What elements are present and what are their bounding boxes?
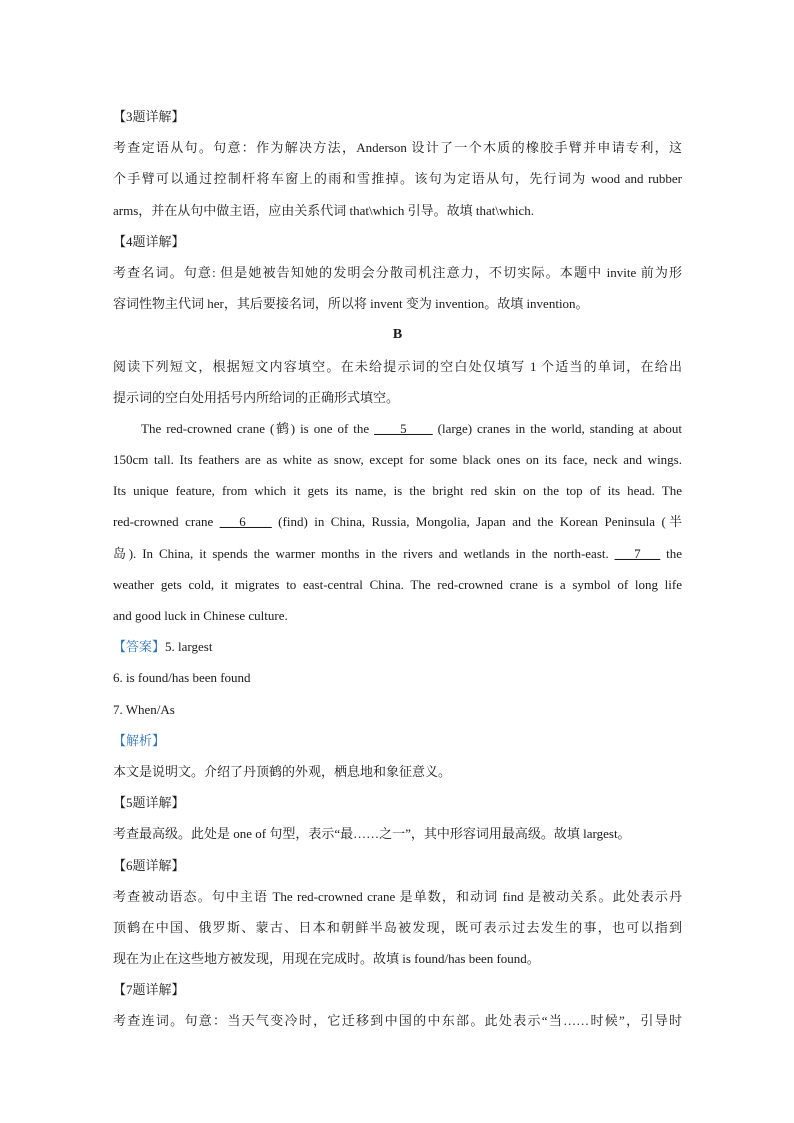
q3-explanation-line: 个手臂可以通过控制杆将车窗上的雨和雪推掉。该句为定语从句，先行词为 wood and rubber <box>113 171 682 187</box>
document-content <box>113 101 682 1037</box>
passage-text: (find) in China, Russia, Mongolia, Japan and the Korean Peninsula (半 <box>271 514 682 530</box>
q6-explanation-line: 考查被动语态。句中主语 The red-crowned crane 是单数，和动词 find 是被动关系。此处表示丹 <box>113 888 682 904</box>
blank-5: ____5____ <box>374 420 433 436</box>
section-b-instructions-line: 提示词的空白处用括号内所给词的正确形式填空。 <box>113 389 400 405</box>
q3-heading: 【3题详解】 <box>113 109 185 124</box>
q7-heading: 【7题详解】 <box>113 982 185 998</box>
passage-line: Its unique feature, from which it gets its name, is the bright red skin on the top of its head. The <box>113 483 682 499</box>
q5-heading: 【5题详解】 <box>113 795 185 811</box>
q3-explanation-line: 考查定语从句。句意：作为解决方法，Anderson 设计了一个木质的橡胶手臂并申请专利，这 <box>113 140 682 156</box>
analysis-text: 本文是说明文。介绍了丹顶鹤的外观，栖息地和象征意义。 <box>113 763 452 779</box>
q5-explanation: 考查最高级。此处是 one of 句型，表示“最……之一”，其中形容词用最高级。故填 largest。 <box>113 826 631 842</box>
section-b-title: B <box>392 327 403 343</box>
q4-explanation-line: 考查名词。句意: 但是她被告知她的发明会分散司机注意力，不切实际。本题中 invite 前为形 <box>113 264 682 280</box>
answer-5: 5. largest <box>165 639 213 655</box>
answer-line <box>113 631 682 662</box>
section-b-instructions-line: 阅读下列短文，根据短文内容填空。在未给提示词的空白处仅填写 1 个适当的单词，在给出 <box>113 358 682 374</box>
passage-line: and good luck in Chinese culture. <box>113 608 288 623</box>
passage-line <box>113 506 682 537</box>
passage-line <box>113 413 682 444</box>
q6-explanation-line: 顶鹤在中国、俄罗斯、蒙古、日本和朝鲜半岛被发现，既可表示过去发生的事，也可以指到 <box>113 919 682 935</box>
answer-7: 7. When/As <box>113 701 175 717</box>
q4-explanation-line: 容词性物主代词 her，其后要接名词，所以将 invent 变为 invention。故填 invention。 <box>113 296 589 312</box>
q4-heading: 【4题详解】 <box>113 233 185 249</box>
analysis-label: 【解析】 <box>113 732 166 748</box>
answer-label: 【答案】 <box>113 639 166 655</box>
passage-text: (large) cranes in the world, standing at about <box>432 420 682 436</box>
q3-explanation-line: arms，并在从句中做主语，应由关系代词 that\which 引导。故填 that\which. <box>113 202 535 218</box>
q6-heading: 【6题详解】 <box>113 857 185 873</box>
passage-text: the <box>660 545 682 561</box>
q6-explanation-line: 现在为止在这些地方被发现，用现在完成时。故填 is found/has been found。 <box>113 951 540 967</box>
blank-6: ___6____ <box>219 514 272 530</box>
blank-7: ___7___ <box>614 545 661 561</box>
passage-text: The red-crowned crane (鹤) is one of the <box>141 420 375 436</box>
answer-6: 6. is found/has been found <box>113 670 251 686</box>
passage-line: 150cm tall. Its feathers are as white as snow, except for some black ones on its face, neck and wings. <box>113 452 682 468</box>
passage-line: weather gets cold, it migrates to east-central China. The red-crowned crane is a symbol of long life <box>113 576 682 592</box>
passage-text: red-crowned crane <box>113 514 220 530</box>
passage-line <box>113 538 682 569</box>
passage-text: 岛). In China, it spends the warmer months in the rivers and wetlands in the north-east. <box>113 545 615 561</box>
q7-explanation: 考查连词。句意：当天气变冷时，它迁移到中国的中东部。此处表示“当……时候”，引导时 <box>113 1013 682 1029</box>
